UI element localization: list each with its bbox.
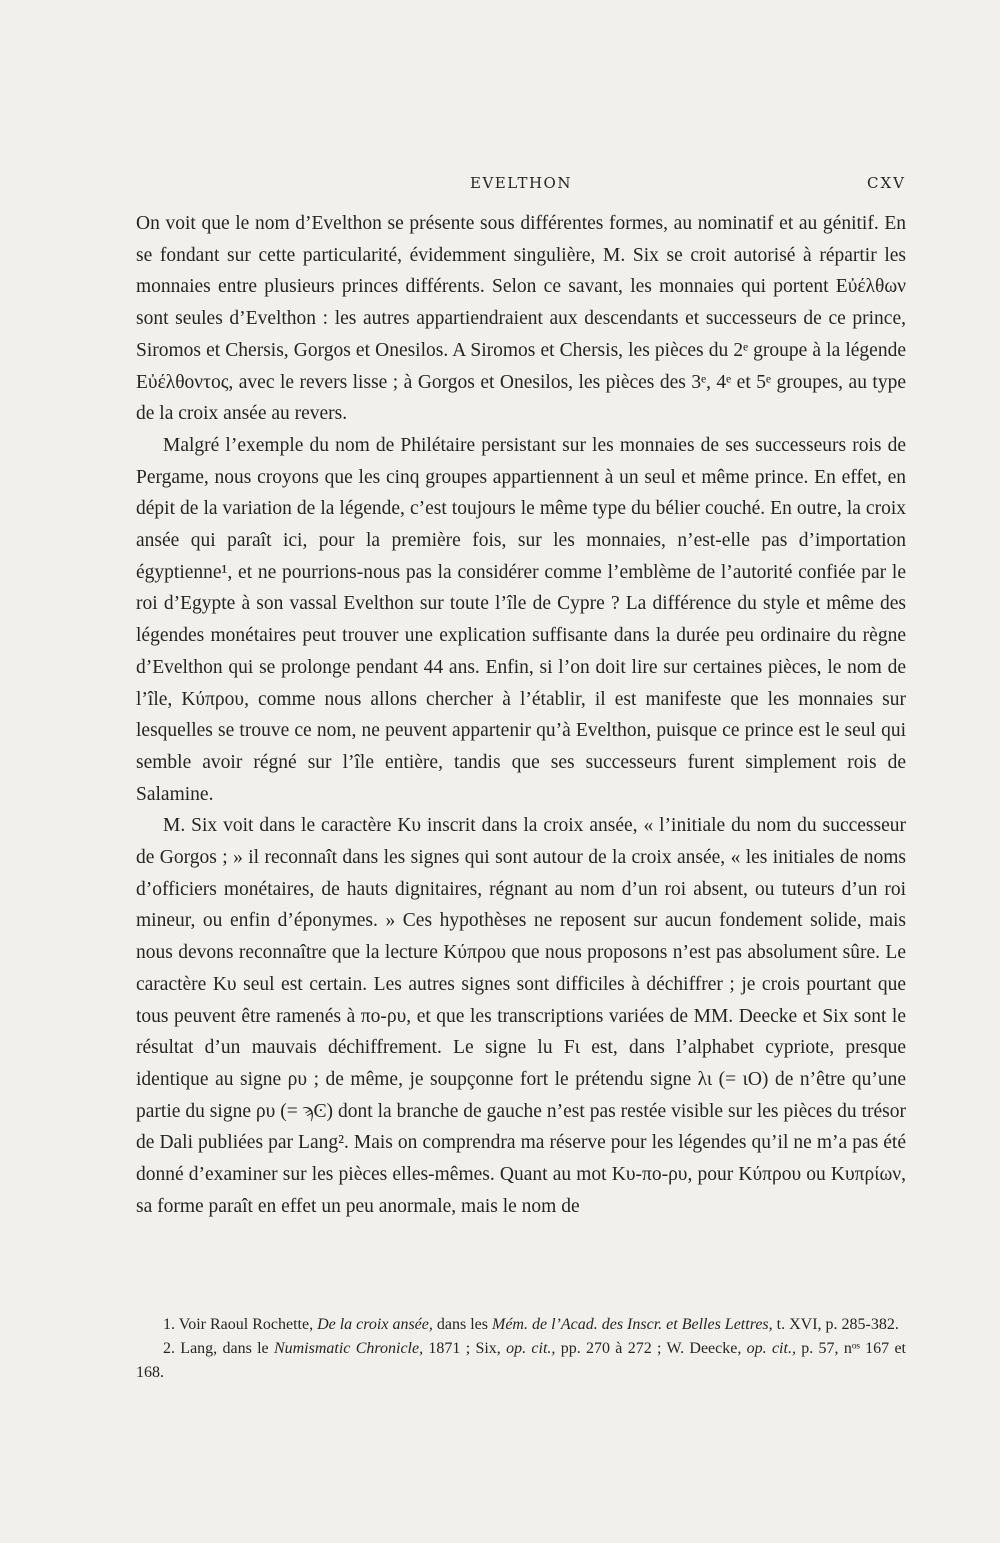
footnote-1-title: De la croix ansée, [317, 1316, 433, 1333]
footnotes [136, 1313, 906, 1385]
footnote-2-opcit-1: op. cit., [506, 1340, 556, 1357]
footnote-2-part-a: 2. Lang, dans le [163, 1340, 274, 1357]
paragraph-3: M. Six voit dans le caractère Κυ inscrit dans la croix ansée, « l’initiale du nom du successeur de Gorgos ; » il reconnaît dans les signes qui sont autour de la croix ansée, « les initiales de noms d’officiers monétaires, de hauts dignitaires, régnant au nom d’un roi absent, ou tuteurs d’un roi mineur, ou enfin d’éponymes. » Ces hypothèses ne reposent sur aucun fondement solide, mais nous devons reconnaître que la lecture Κύπρου que nous proposons n’est pas absolument sûre. Le caractère Κυ seul est certain. Les autres signes sont difficiles à déchiffrer ; je crois pourtant que tous peuvent être ramenés à πο-ρυ, et que les transcriptions variées de MM. Deecke et Six sont le résultat d’un mauvais déchiffrement. Le signe lu Fι est, dans l’alphabet cypriote, presque identique au signe ρυ ; de même, je soupçonne fort le prétendu signe λι (= ιΟ) de n’être qu’une partie du signe ρυ (= ϡϾ) dont la branche de gauche n’est pas restée visible sur les pièces du trésor de Dali publiées par Lang². Mais on comprendra ma réserve pour les légendes qu’il ne m’a pas été donné d’examiner sur les pièces elles-mêmes. Quant au mot Κυ-πο-ρυ, pour Κύπρου ou Κυπρίων, sa forme paraît en effet un peu anormale, mais le nom de [136, 815, 906, 1217]
footnote-2-journal: Numismatic Chronicle, [273, 1340, 424, 1357]
footnote-2-opcit-2: op. cit., [746, 1340, 796, 1357]
footnote-1-journal: Mém. de l’Acad. des Inscr. et Belles Lettres, [491, 1316, 773, 1333]
footnote-1-part-e: t. XVI, p. 285-382. [772, 1316, 899, 1333]
footnote-2-part-e: pp. 270 à 272 ; W. Deecke, [555, 1340, 747, 1357]
footnote-1 [136, 1313, 906, 1337]
main-text [136, 208, 906, 1223]
paragraph-1: On voit que le nom d’Evelthon se présente sous différentes formes, au nominatif et au génitif. En se fondant sur cette particularité, évidemment singulière, M. Six se croit autorisé à répartir les monnaies entre plusieurs princes différents. Selon ce savant, les monnaies qui portent Εὐέλθων sont seules d’Evelthon : les autres appartiendraient aux descendants et successeurs de ce prince, Siromos et Chersis, Gorgos et Onesilos. A Siromos et Chersis, les pièces du 2ᵉ groupe à la légende Εὐέλθοντος, avec le revers lisse ; à Gorgos et Onesilos, les pièces des 3ᵉ, 4ᵉ et 5ᵉ groupes, au type de la croix ansée au revers. [136, 213, 906, 425]
footnote-1-part-c: dans les [432, 1316, 492, 1333]
footnote-1-part-a: 1. Voir Raoul Rochette, [163, 1316, 318, 1333]
paragraph-2: Malgré l’exemple du nom de Philétaire persistant sur les monnaies de ses successeurs rois de Pergame, nous croyons que les cinq groupes appartiennent à un seul et même prince. En effet, en dépit de la variation de la légende, c’est toujours le même type du bélier couché. En outre, la croix ansée qui paraît ici, pour la première fois, sur les monnaies, n’est-elle pas d’importation égyptienne¹, et ne pourrions-nous pas la considérer comme l’emblème de l’autorité confiée par le roi d’Egypte à son vassal Evelthon sur toute l’île de Cypre ? La différence du style et même des légendes monétaires peut trouver une explication suffisante dans la durée peu ordinaire du règne d’Evelthon qui se prolonge pendant 44 ans. Enfin, si l’on doit lire sur certaines pièces, le nom de l’île, Κύπρου, comme nous allons chercher à l’établir, il est manifeste que les monnaies sur lesquelles se trouve ce nom, ne peuvent appartenir qu’à Evelthon, puisque ce prince est le seul qui semble avoir régné sur l’île entière, tandis que ses successeurs furent simplement rois de Salamine. [136, 434, 906, 805]
running-header [136, 174, 906, 200]
footnote-2-part-g: p. 57, nᵒˢ 167 et 168. [136, 1340, 907, 1381]
page-number: CXV [867, 174, 906, 192]
running-title: EVELTHON [470, 174, 572, 192]
footnote-2-part-c: 1871 ; Six, [423, 1340, 507, 1357]
footnote-2 [136, 1337, 906, 1385]
